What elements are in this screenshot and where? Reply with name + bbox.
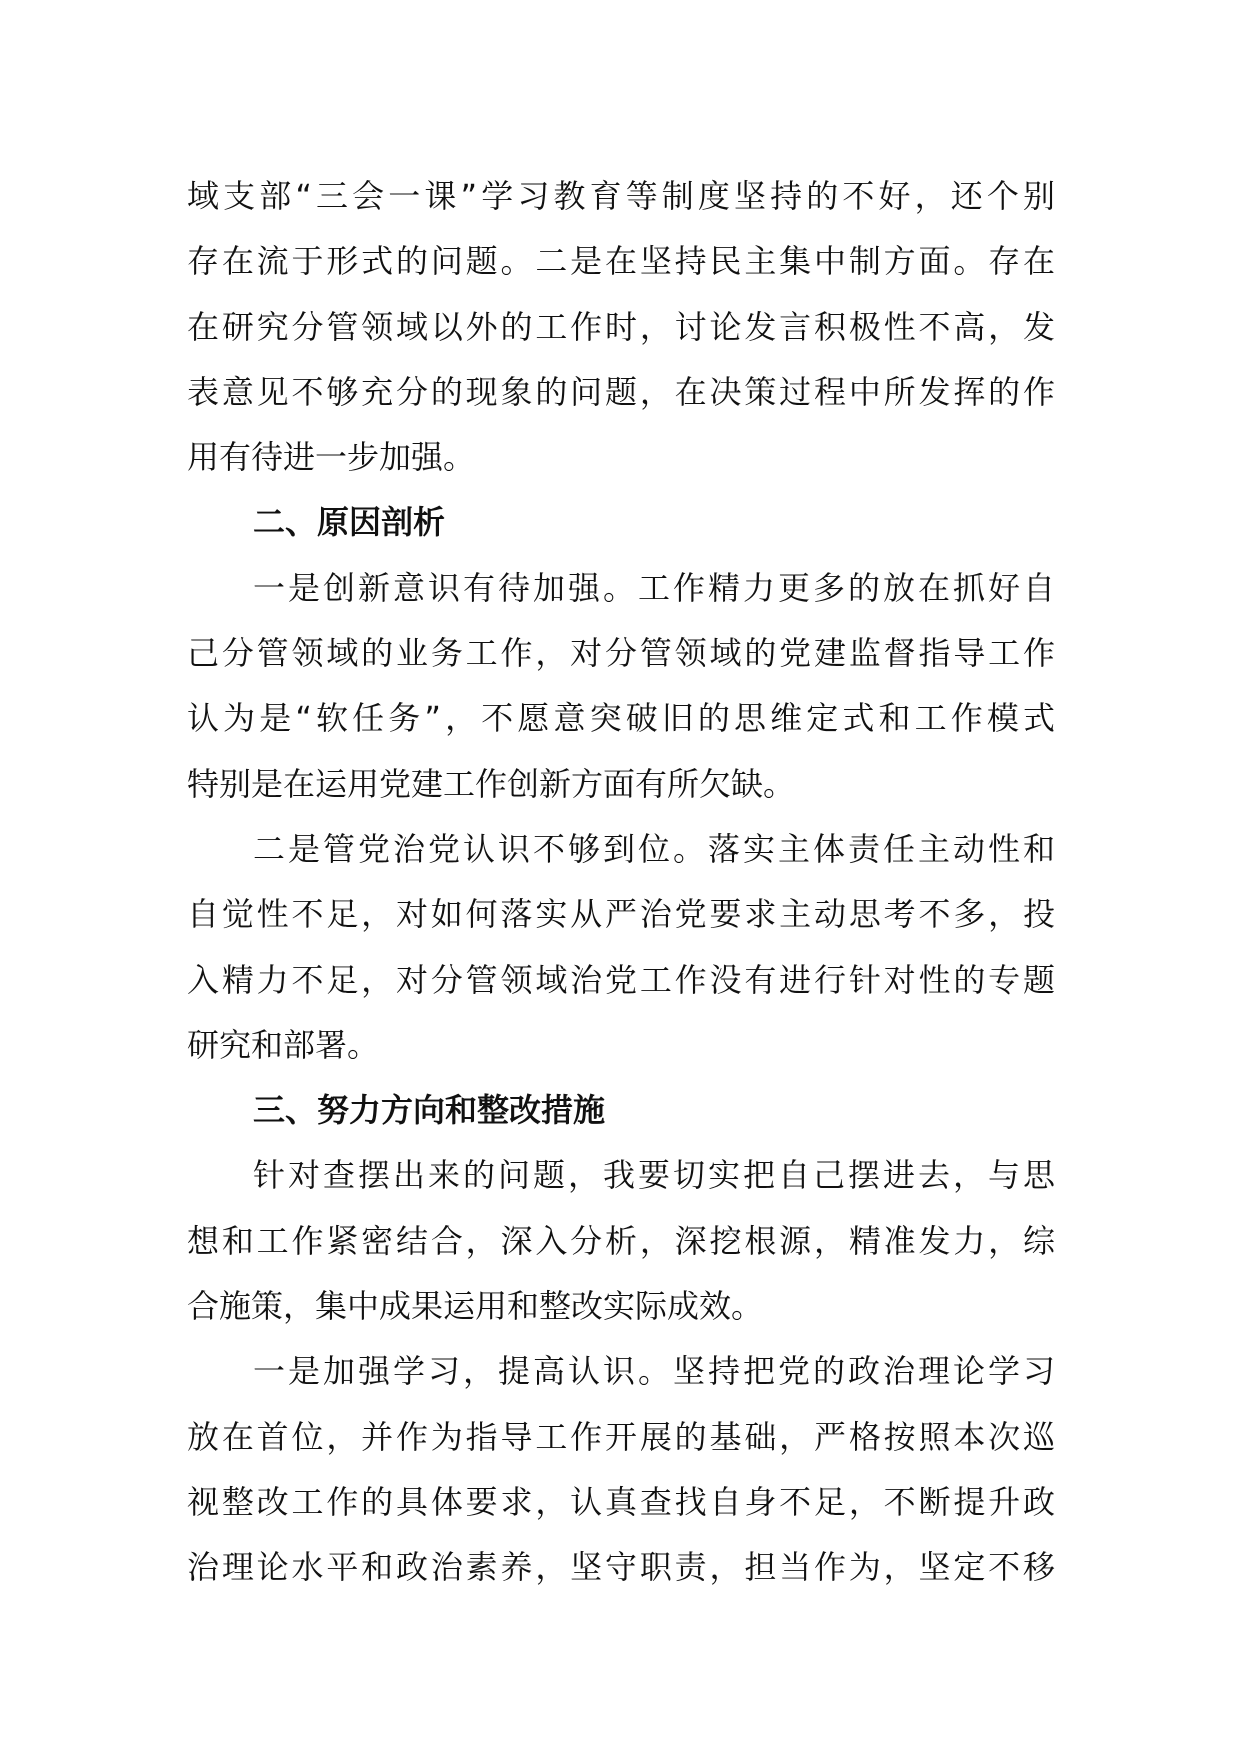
section-heading bbox=[187, 490, 1055, 555]
text-line: 想和工作紧密结合，深入分析，深挖根源，精准发力，综 bbox=[187, 1221, 1055, 1260]
text-line: 一是创新意识有待加强。工作精力更多的放在抓好自 bbox=[253, 568, 1055, 607]
paragraph bbox=[187, 164, 1055, 490]
text-line: 视整改工作的具体要求，认真查找自身不足，不断提升政 bbox=[187, 1482, 1055, 1521]
text-line: 针对查摆出来的问题，我要切实把自己摆进去，与思 bbox=[253, 1156, 1055, 1195]
heading-line: 三、努力方向和整改措施 bbox=[253, 1091, 606, 1130]
text-line: 认为是“软任务”，不愿意突破旧的思维定式和工作模式 bbox=[187, 699, 1055, 738]
text-line: 二是管党治党认识不够到位。落实主体责任主动性和 bbox=[253, 829, 1055, 868]
text-line: 域支部“三会一课”学习教育等制度坚持的不好，还个别 bbox=[187, 177, 1055, 215]
text-line: 表意见不够充分的现象的问题，在决策过程中所发挥的作 bbox=[187, 372, 1055, 411]
section-heading bbox=[187, 1078, 1055, 1143]
text-line: 治理论水平和政治素养，坚守职责，担当作为，坚定不移 bbox=[187, 1548, 1055, 1587]
text-line: 入精力不足，对分管领域治党工作没有进行针对性的专题 bbox=[187, 960, 1055, 999]
document-page bbox=[187, 164, 1055, 1601]
text-line: 用有待进一步加强。 bbox=[187, 438, 476, 477]
text-line: 一是加强学习，提高认识。坚持把党的政治理论学习 bbox=[253, 1352, 1055, 1391]
text-line: 合施策，集中成果运用和整改实际成效。 bbox=[187, 1287, 764, 1326]
text-line: 特别是在运用党建工作创新方面有所欠缺。 bbox=[187, 764, 796, 803]
paragraph bbox=[187, 1339, 1055, 1600]
paragraph bbox=[187, 556, 1055, 817]
text-line: 放在首位，并作为指导工作开展的基础，严格按照本次巡 bbox=[187, 1417, 1055, 1456]
heading-line: 二、原因剖析 bbox=[253, 503, 446, 542]
text-line: 自觉性不足，对如何落实从严治党要求主动思考不多，投 bbox=[187, 895, 1055, 934]
text-line: 存在流于形式的问题。二是在坚持民主集中制方面。存在 bbox=[187, 242, 1055, 281]
paragraph bbox=[187, 1143, 1055, 1339]
paragraph bbox=[187, 817, 1055, 1078]
text-line: 在研究分管领域以外的工作时，讨论发言积极性不高，发 bbox=[187, 307, 1055, 346]
text-line: 己分管领域的业务工作，对分管领域的党建监督指导工作 bbox=[187, 634, 1055, 673]
text-line: 研究和部署。 bbox=[187, 1025, 380, 1064]
